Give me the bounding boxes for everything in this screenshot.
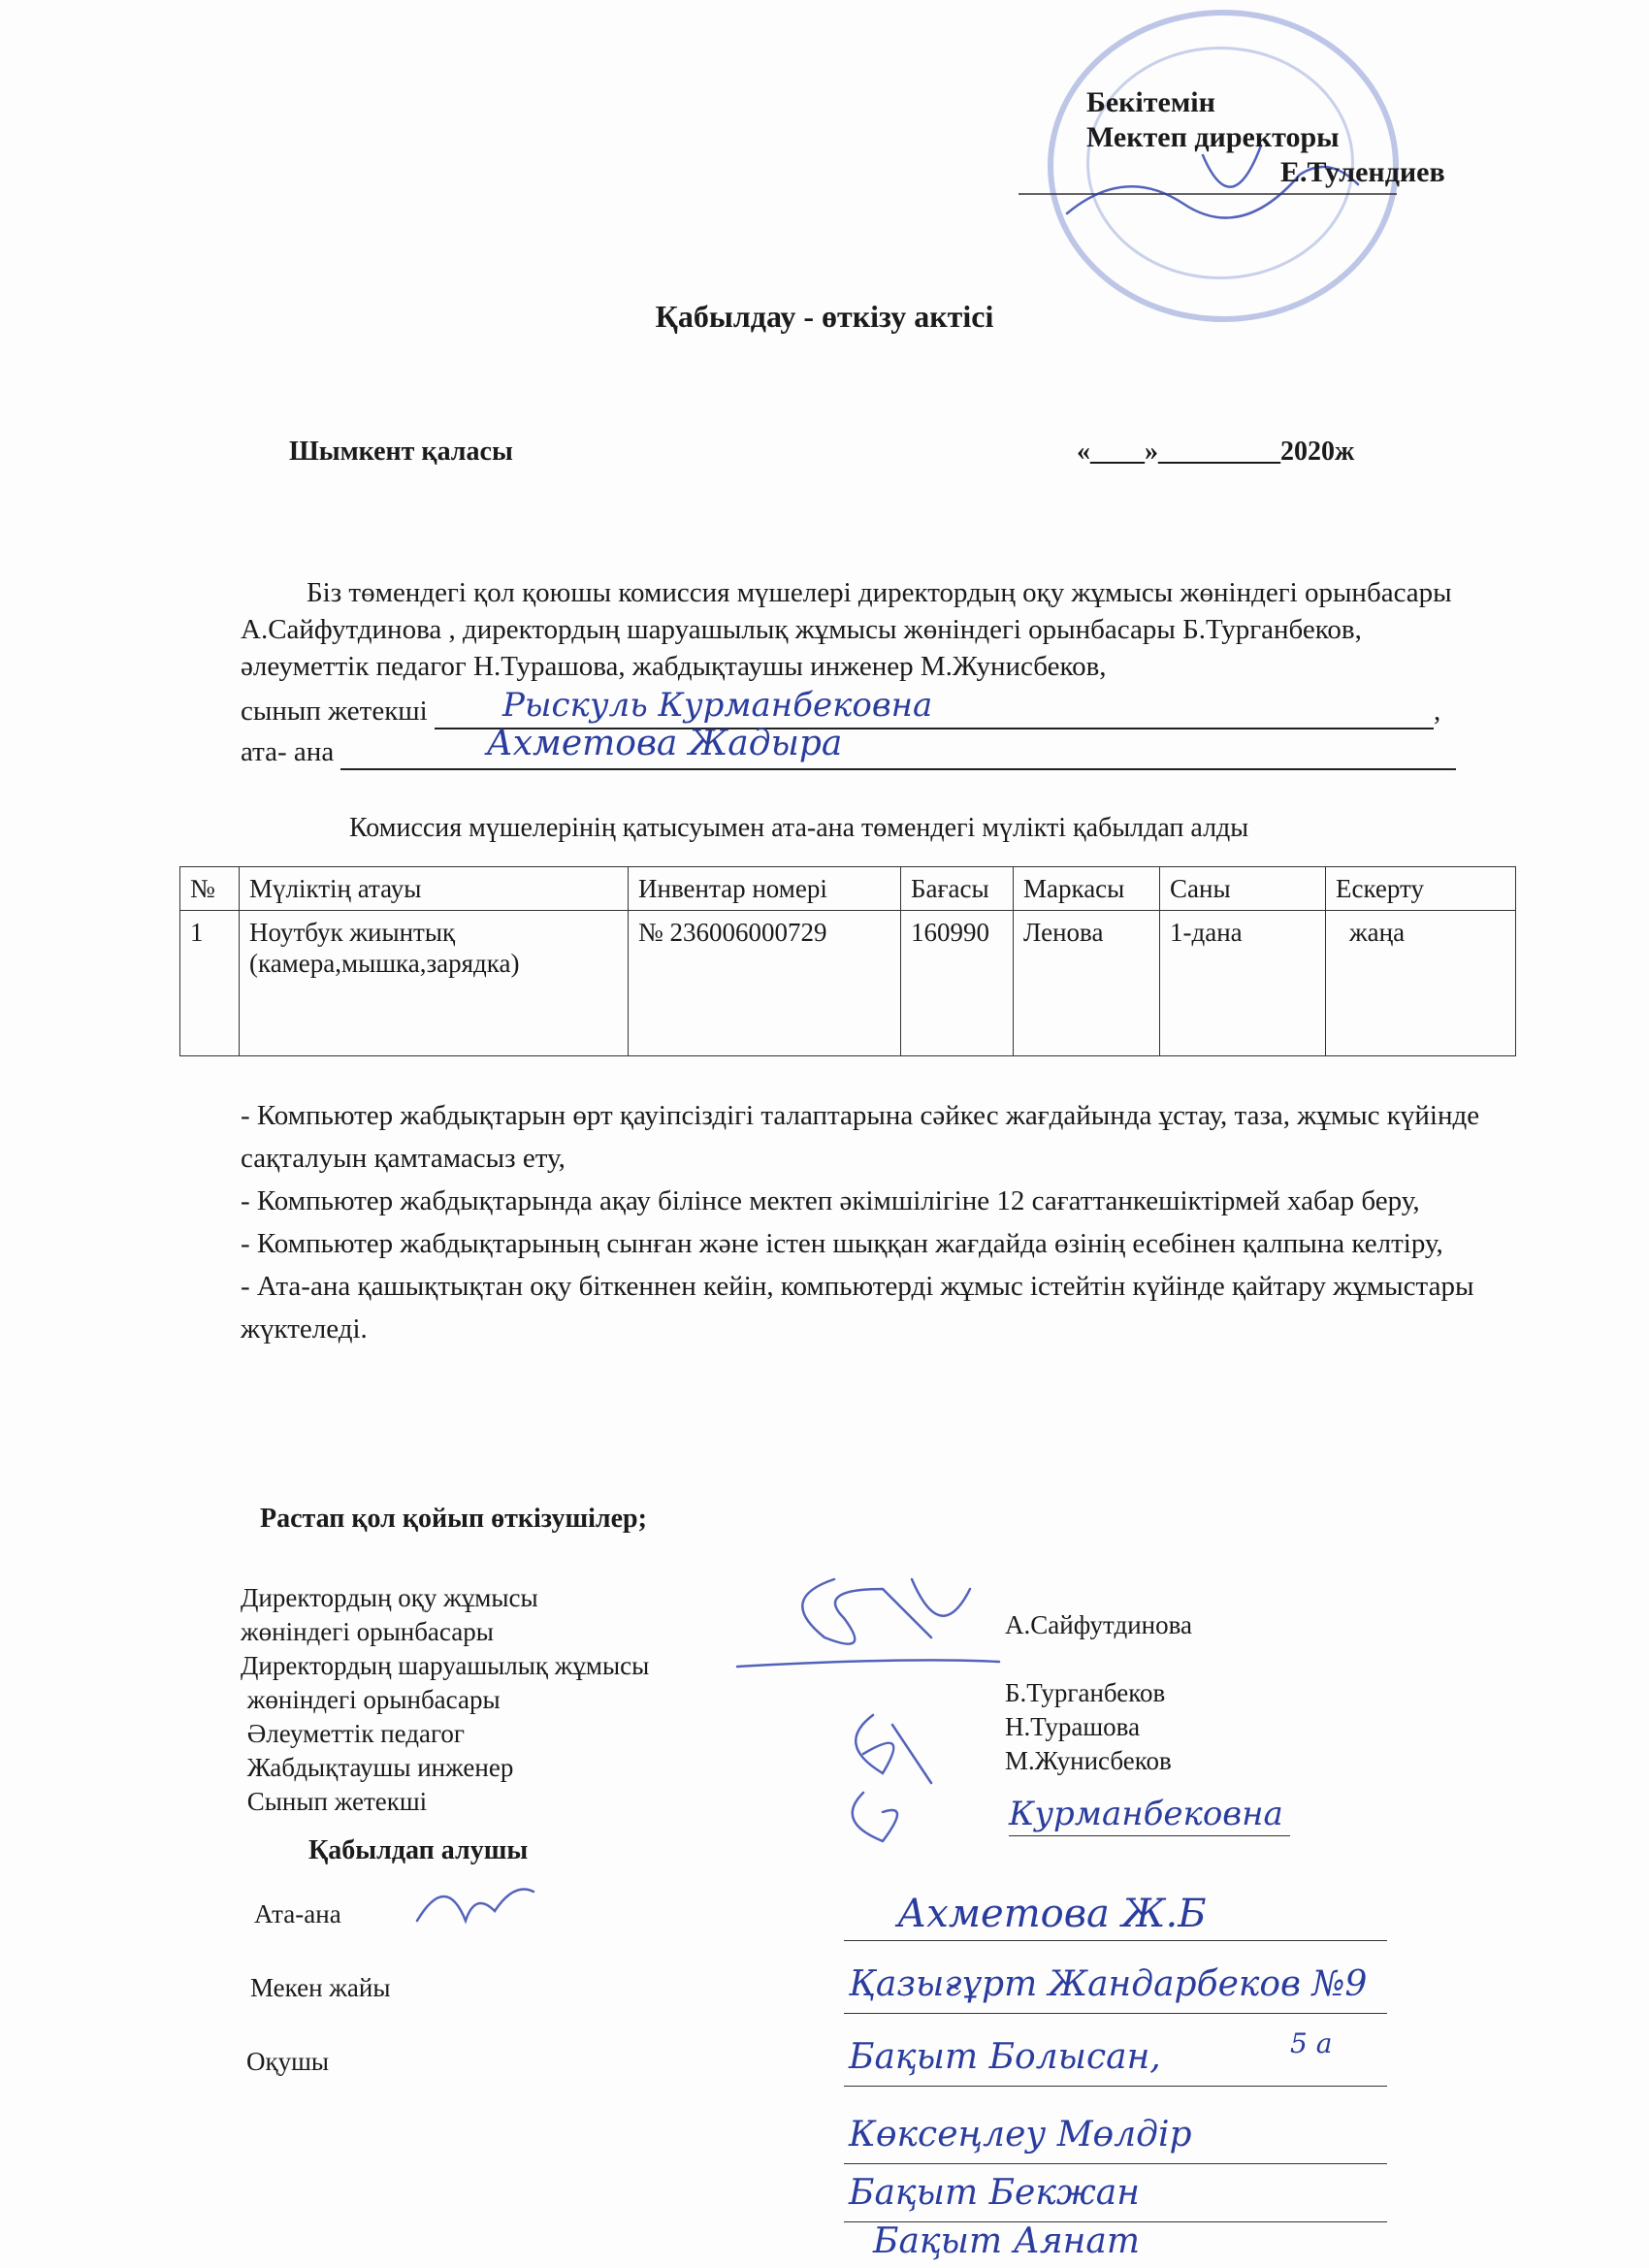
signer-name xyxy=(1005,1642,1192,1676)
address-line-1 xyxy=(844,2013,1387,2014)
signer-name: М.Жунисбеков xyxy=(1005,1746,1172,1775)
commission-sentence: Комиссия мүшелерінің қатысуымен ата-ана төмендегі мүлікті қабылдап алды xyxy=(349,813,1249,843)
pupil-text-2: Бақыт Бекжан xyxy=(849,2173,1140,2213)
cell-note: жаңа xyxy=(1326,911,1516,1056)
page-title: Қабылдау - өткізу актісі xyxy=(655,299,994,334)
signer-roles xyxy=(241,1581,649,1819)
cell-price: 160990 xyxy=(901,911,1014,1056)
cell-brand: Ленова xyxy=(1014,911,1160,1056)
parent-line xyxy=(241,724,1492,770)
cell-name: Ноутбук жиынтық (камера,мышка,зарядка) xyxy=(240,911,629,1056)
header-price: Бағасы xyxy=(901,867,1014,911)
parent-label: ата- ана xyxy=(241,736,335,767)
signer-name: Б.Турганбеков xyxy=(1005,1678,1166,1707)
address-label: Мекен жайы xyxy=(250,1973,391,2002)
cell-no: 1 xyxy=(180,911,240,1056)
role-line: жөніндегі орынбасары xyxy=(241,1617,494,1646)
header-brand: Маркасы xyxy=(1014,867,1160,911)
parent-fullname-line xyxy=(844,1940,1387,1941)
rules-list xyxy=(241,1094,1492,1350)
rule-item: - Компьютер жабдықтарының сынған және істен шыққан жағдайда өзінің есебінен қалпына келтіру, xyxy=(241,1228,1443,1259)
inventory-table xyxy=(179,866,1516,1056)
approval-line-2: Мектеп директоры xyxy=(1086,121,1340,153)
role-line: Әлеуметтік педагог xyxy=(241,1719,465,1748)
parent-signature xyxy=(407,1872,553,1940)
pupil-line-1 xyxy=(844,2163,1387,2164)
signer-name: Н.Турашова xyxy=(1005,1712,1141,1741)
intro-paragraph: Біз төмендегі қол қоюшы комиссия мүшелері директордың оқу жұмысы жөніндегі орынбасары А.Сайфутдинова , директордың шаруашылық жұмысы жөніндегі орынбасары Б.Турганбеков, әлеуметтік педагог Н.Турашова, жабдықтаушы инженер М.Жунисбеков, xyxy=(241,577,1452,682)
class-teacher-label: сынып жетекші xyxy=(241,696,428,727)
address-line-2 xyxy=(844,2086,1387,2087)
pupil-text-1: Көксеңлеу Мөлдір xyxy=(849,2115,1192,2155)
parent-row-label: Ата-ана xyxy=(254,1899,341,1928)
role-line: Директордың оқу жұмысы xyxy=(241,1583,538,1612)
header-qty: Саны xyxy=(1160,867,1326,911)
cell-qty: 1-дана xyxy=(1160,911,1326,1056)
class-teacher-signature-line xyxy=(1009,1835,1290,1836)
header-inventory: Инвентар номері xyxy=(629,867,901,911)
address-text-1: Қазығұрт Жандарбеков №9 xyxy=(849,1964,1368,2004)
header-no: № xyxy=(180,867,240,911)
confirm-heading: Растап қол қойып өткізушілер; xyxy=(260,1504,647,1534)
table-row xyxy=(180,911,1516,1056)
approval-line-3: Е.Тулендиев xyxy=(1280,156,1445,188)
signer-name: А.Сайфутдинова xyxy=(1005,1610,1192,1639)
date: «____»_________2020ж xyxy=(1077,437,1355,467)
receiver-heading: Қабылдап алушы xyxy=(308,1835,529,1865)
table-header-row xyxy=(180,867,1516,911)
pupil-text-3: Бақыт Аянат xyxy=(873,2221,1140,2261)
parent-fullname: Ахметова Ж.Б xyxy=(897,1892,1207,1936)
cell-inventory: № 236006000729 xyxy=(629,911,901,1056)
place: Шымкент қаласы xyxy=(289,437,513,467)
role-line: Сынып жетекші xyxy=(241,1787,428,1816)
address-text-2: Бақыт Болысан, xyxy=(849,2037,1161,2077)
role-line: Директордың шаруашылық жұмысы xyxy=(241,1651,650,1680)
role-line: жөніндегі орынбасары xyxy=(241,1685,501,1714)
rule-item: - Компьютер жабдықтарында ақау білінсе мектеп әкімшілігіне 12 сағаттанкешіктірмей хабар беру, xyxy=(241,1185,1420,1216)
class-teacher-line: сынып жетекші Рыскуль Курманбековна , xyxy=(241,693,1492,729)
signers-signatures xyxy=(718,1560,1009,1851)
header-note: Ескерту xyxy=(1326,867,1516,911)
class-teacher-signature: Курманбековна xyxy=(1009,1795,1283,1833)
address-text-2-note: 5 а xyxy=(1290,2027,1333,2059)
role-line: Жабдықтаушы инженер xyxy=(241,1753,514,1782)
parent-field xyxy=(340,724,1456,770)
approval-block xyxy=(1086,85,1445,190)
parent-name: Ахметова Жадыра xyxy=(486,724,843,763)
approval-line-1: Бекітемін xyxy=(1086,86,1215,118)
rule-item: - Ата-ана қашықтықтан оқу біткеннен кейін, компьютерді жұмыс істейтін күйінде қайтару жұмыстары жүктеледі. xyxy=(241,1271,1474,1345)
rule-item: - Компьютер жабдықтарын өрт қауіпсіздігі талаптарына сәйкес жағдайында ұстау, таза, жұмыс күйінде сақталуын қамтамасыз ету, xyxy=(241,1100,1480,1174)
header-name: Мүліктің атауы xyxy=(240,867,629,911)
pupil-label: Оқушы xyxy=(246,2047,330,2076)
signer-names xyxy=(1005,1608,1192,1778)
class-teacher-name: Рыскуль Курманбековна xyxy=(501,686,933,725)
